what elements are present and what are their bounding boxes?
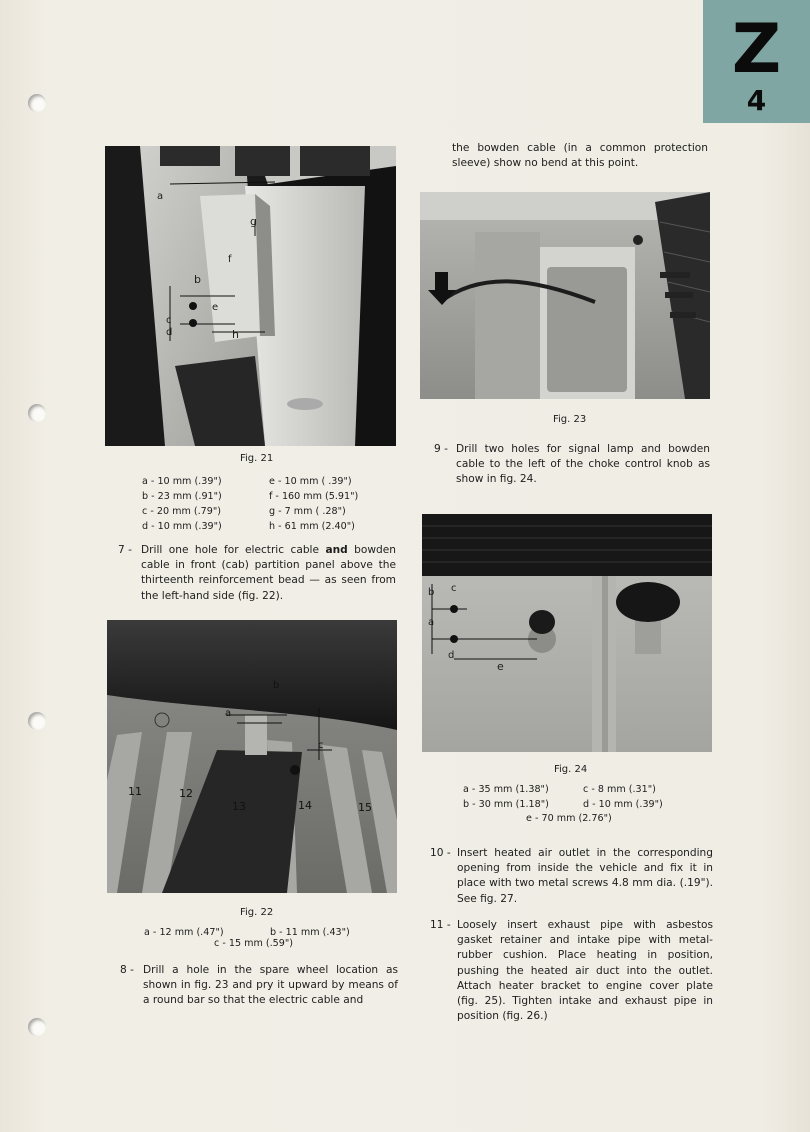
fig21-legend bbox=[142, 474, 382, 534]
fig24-dim-a: a - 35 mm (1.38") bbox=[463, 784, 549, 795]
fig24-dim-b: b - 30 mm (1.18") bbox=[463, 799, 549, 810]
step7-text bbox=[141, 543, 396, 604]
fig22-label-a: a bbox=[225, 708, 232, 719]
fig21-dim-b: b - 23 mm (.91") bbox=[142, 491, 222, 502]
fig21-label-f: f bbox=[228, 254, 232, 265]
fig23-photo bbox=[420, 192, 710, 399]
binder-hole-3 bbox=[28, 712, 46, 730]
fig24-label-d: d bbox=[448, 650, 455, 661]
fig24-label-e: e bbox=[497, 660, 504, 673]
section-letter: Z bbox=[731, 10, 782, 89]
step7-text-2: bowden bbox=[347, 544, 396, 556]
fig24-caption: Fig. 24 bbox=[554, 764, 588, 775]
step9-text: Drill two holes for signal lamp and bowden cable to the left of the choke control knob as show in fig. 24. bbox=[456, 443, 710, 486]
fig22-bead-15: 15 bbox=[358, 801, 372, 814]
fig24-legend bbox=[463, 782, 703, 827]
fig21-label-b: b bbox=[194, 273, 201, 286]
fig21-dim-h: h - 61 mm (2.40") bbox=[269, 521, 355, 532]
binder-hole-2 bbox=[28, 404, 46, 422]
step11-text: Loosely insert exhaust pipe with asbestos gasket retainer and intake pipe with metal-rubber cushion. Place heating in position, pushing the heated air duct into the outlet. Attach heater bracket to engine cover plate (fig. 25). Tighten intake and exhaust pipe in position (fig. 26.) bbox=[457, 919, 713, 1023]
fig21-label-h: h bbox=[232, 328, 239, 341]
step10-text: Insert heated air outlet in the corresponding opening from inside the vehicle and fix it in place with two metal screws 4.8 mm dia. (.19"). See fig. 27. bbox=[457, 847, 713, 905]
fig22-bead-14: 14 bbox=[298, 799, 312, 812]
step7-text-3: cable in front (cab) partition panel above the thirteenth reinforcement bead — as seen from the left-hand side (fig. 22). bbox=[141, 559, 396, 602]
fig22-bead-13: 13 bbox=[232, 800, 246, 813]
fig22-photo bbox=[107, 620, 397, 893]
binder-hole-1 bbox=[28, 94, 46, 112]
step8-text: Drill a hole in the spare wheel location as shown in fig. 23 and pry it upward by means of a round bar so that the electric cable and bbox=[143, 964, 398, 1007]
section-tab bbox=[703, 0, 810, 123]
fig22-dim-c: c - 15 mm (.59") bbox=[214, 938, 293, 949]
fig23-caption: Fig. 23 bbox=[553, 414, 587, 425]
fig21-dim-e: e - 10 mm ( .39") bbox=[269, 476, 352, 487]
fig22-legend bbox=[144, 925, 384, 955]
fig21-label-c: c bbox=[166, 315, 172, 326]
fig22-label-b: b bbox=[273, 680, 280, 691]
fig24-dim-e: e - 70 mm (2.76") bbox=[526, 813, 612, 824]
fig21-label-d: d bbox=[166, 327, 173, 338]
fig24-photo bbox=[422, 514, 712, 752]
fig22-label-c: c bbox=[318, 740, 324, 751]
fig22-dim-a: a - 12 mm (.47") bbox=[144, 927, 224, 938]
fig21-dim-a: a - 10 mm (.39") bbox=[142, 476, 222, 487]
section-number: 4 bbox=[746, 84, 767, 117]
fig21-dim-d: d - 10 mm (.39") bbox=[142, 521, 222, 532]
step10-number: 10 - bbox=[430, 847, 451, 859]
step7-text-bold: and bbox=[325, 544, 348, 556]
fig24-dim-c: c - 8 mm (.31") bbox=[583, 784, 656, 795]
fig24-label-b: b bbox=[428, 587, 435, 598]
fig24-label-a: a bbox=[428, 617, 435, 628]
fig22-bead-12: 12 bbox=[179, 787, 193, 800]
fig21-dim-g: g - 7 mm ( .28") bbox=[269, 506, 346, 517]
step11-number: 11 - bbox=[430, 919, 451, 931]
fig22-bead-11: 11 bbox=[128, 785, 142, 798]
step9-number: 9 - bbox=[434, 443, 448, 455]
fig21-label-a: a bbox=[157, 191, 164, 202]
fig24-label-c: c bbox=[451, 583, 457, 594]
fig21-dim-f: f - 160 mm (5.91") bbox=[269, 491, 359, 502]
fig22-caption: Fig. 22 bbox=[240, 907, 274, 918]
fig24-dim-d: d - 10 mm (.39") bbox=[583, 799, 663, 810]
step8-number: 8 - bbox=[120, 964, 134, 976]
fig21-label-e: e bbox=[212, 302, 219, 313]
fig21-caption: Fig. 21 bbox=[240, 453, 274, 464]
fig21-label-g: g bbox=[250, 215, 257, 228]
step7-number: 7 - bbox=[118, 544, 132, 556]
fig21-photo bbox=[105, 146, 396, 446]
fig21-dim-c: c - 20 mm (.79") bbox=[142, 506, 221, 517]
binder-hole-4 bbox=[28, 1018, 46, 1036]
step7-text-1: Drill one hole for electric cable bbox=[141, 544, 326, 556]
step8-continued: the bowden cable (in a common protection sleeve) show no bend at this point. bbox=[452, 142, 708, 170]
fig22-dim-b: b - 11 mm (.43") bbox=[270, 927, 350, 938]
